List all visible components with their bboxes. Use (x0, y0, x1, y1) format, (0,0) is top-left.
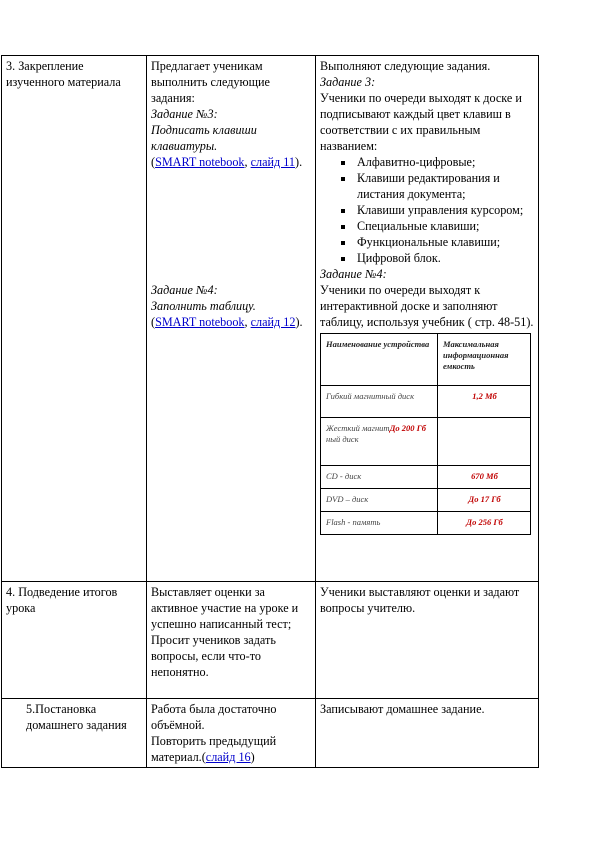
table-row (321, 418, 531, 466)
dragged-answer[interactable]: До 200 Гб (389, 423, 426, 433)
table-row (321, 466, 531, 489)
students-text: Ученики выставляют оценки и задают вопросы учителю. (320, 585, 520, 615)
stage-label: 3. Закрепление изученного материала (6, 59, 121, 89)
students-text: Записывают домашнее задание. (320, 702, 485, 716)
stage-label: 4. Подведение итогов урока (6, 585, 118, 615)
list-item: ▪ Клавиши редактирования и листания документа; (355, 170, 535, 202)
capacity-cell: 1,2 Мб (438, 386, 531, 418)
table-row (321, 512, 531, 535)
task4-links: (SMART notebook, слайд 12). (151, 315, 303, 329)
teacher-text: Просит учеников задать вопросы, если что-то непонятно. (151, 633, 276, 679)
lesson-plan-table (1, 55, 539, 768)
list-item: ▪ Клавиши управления курсором; (355, 202, 535, 218)
capacity-cell: 670 Мб (438, 466, 531, 489)
task3-title: Задание №3: (151, 107, 218, 121)
list-item: ▪ Специальные клавиши; (355, 218, 535, 234)
device-cell: DVD – диск (321, 489, 438, 512)
stage-cell (2, 582, 147, 699)
capacity-cell: До 17 Гб (438, 489, 531, 512)
slide-16-link[interactable]: слайд 16 (205, 750, 251, 764)
device-cell: Жесткий магнитДо 200 Гб ный диск (321, 418, 438, 466)
device-cell: Гибкий магнитный диск (321, 386, 438, 418)
teacher-intro: Предлагает ученикам выполнить следующие задания: (151, 59, 270, 105)
smart-notebook-link[interactable]: SMART notebook (155, 315, 245, 329)
list-item: ▪ Алфавитно-цифровые; (355, 154, 535, 170)
task4-title: Задание №4: (151, 283, 218, 297)
slide-12-link[interactable]: слайд 12 (250, 315, 296, 329)
teacher-text: Повторить предыдущий материал.(слайд 16) (151, 734, 277, 764)
stage-cell (2, 56, 147, 582)
task4-text: Заполнить таблицу. (151, 299, 256, 313)
list-item: ▪ Функциональные клавиши; (355, 234, 535, 250)
device-cell: Flash - память (321, 512, 438, 535)
table-row (2, 699, 539, 768)
task3-text: Подписать клавиши клавиатуры. (151, 123, 257, 153)
teacher-cell (147, 699, 316, 768)
students-cell (316, 699, 539, 768)
table-row (2, 582, 539, 699)
capacity-cell (438, 418, 531, 466)
table-row (321, 386, 531, 418)
storage-capacity-table (320, 333, 531, 535)
table-row (321, 489, 531, 512)
task4-title: Задание №4: (320, 267, 387, 281)
teacher-cell (147, 582, 316, 699)
students-intro: Выполняют следующие задания. (320, 59, 491, 73)
teacher-text: Выставляет оценки за активное участие на уроке и успешно написанный тест; (151, 585, 299, 631)
stage-label: 5.Постановка домашнего задания (26, 702, 127, 732)
slide-11-link[interactable]: слайд 11 (250, 155, 296, 169)
column-header-device: Наименование устройства (321, 334, 438, 386)
students-cell (316, 56, 539, 582)
teacher-text: Работа была достаточно объёмной. (151, 702, 277, 732)
teacher-cell (147, 56, 316, 582)
column-header-capacity: Максимальная информационная емкость (438, 334, 531, 386)
task4-text: Ученики по очереди выходят к интерактивной доске и заполняют таблицу, используя учебник ( стр. 48-51). (320, 283, 534, 329)
table-header-row (321, 334, 531, 386)
students-cell (316, 582, 539, 699)
device-cell: CD - диск (321, 466, 438, 489)
capacity-cell: До 256 Гб (438, 512, 531, 535)
list-item: ▪ Цифровой блок. (355, 250, 535, 266)
task3-title: Задание 3: (320, 75, 376, 89)
table-row (2, 56, 539, 582)
task3-links: (SMART notebook, слайд 11). (151, 155, 303, 169)
smart-notebook-link[interactable]: SMART notebook (155, 155, 245, 169)
key-groups-list (320, 154, 535, 266)
stage-cell (2, 699, 147, 768)
task3-text: Ученики по очереди выходят к доске и подписывают каждый цвет клавиш в соответствии с их правильным названием: (320, 91, 522, 153)
